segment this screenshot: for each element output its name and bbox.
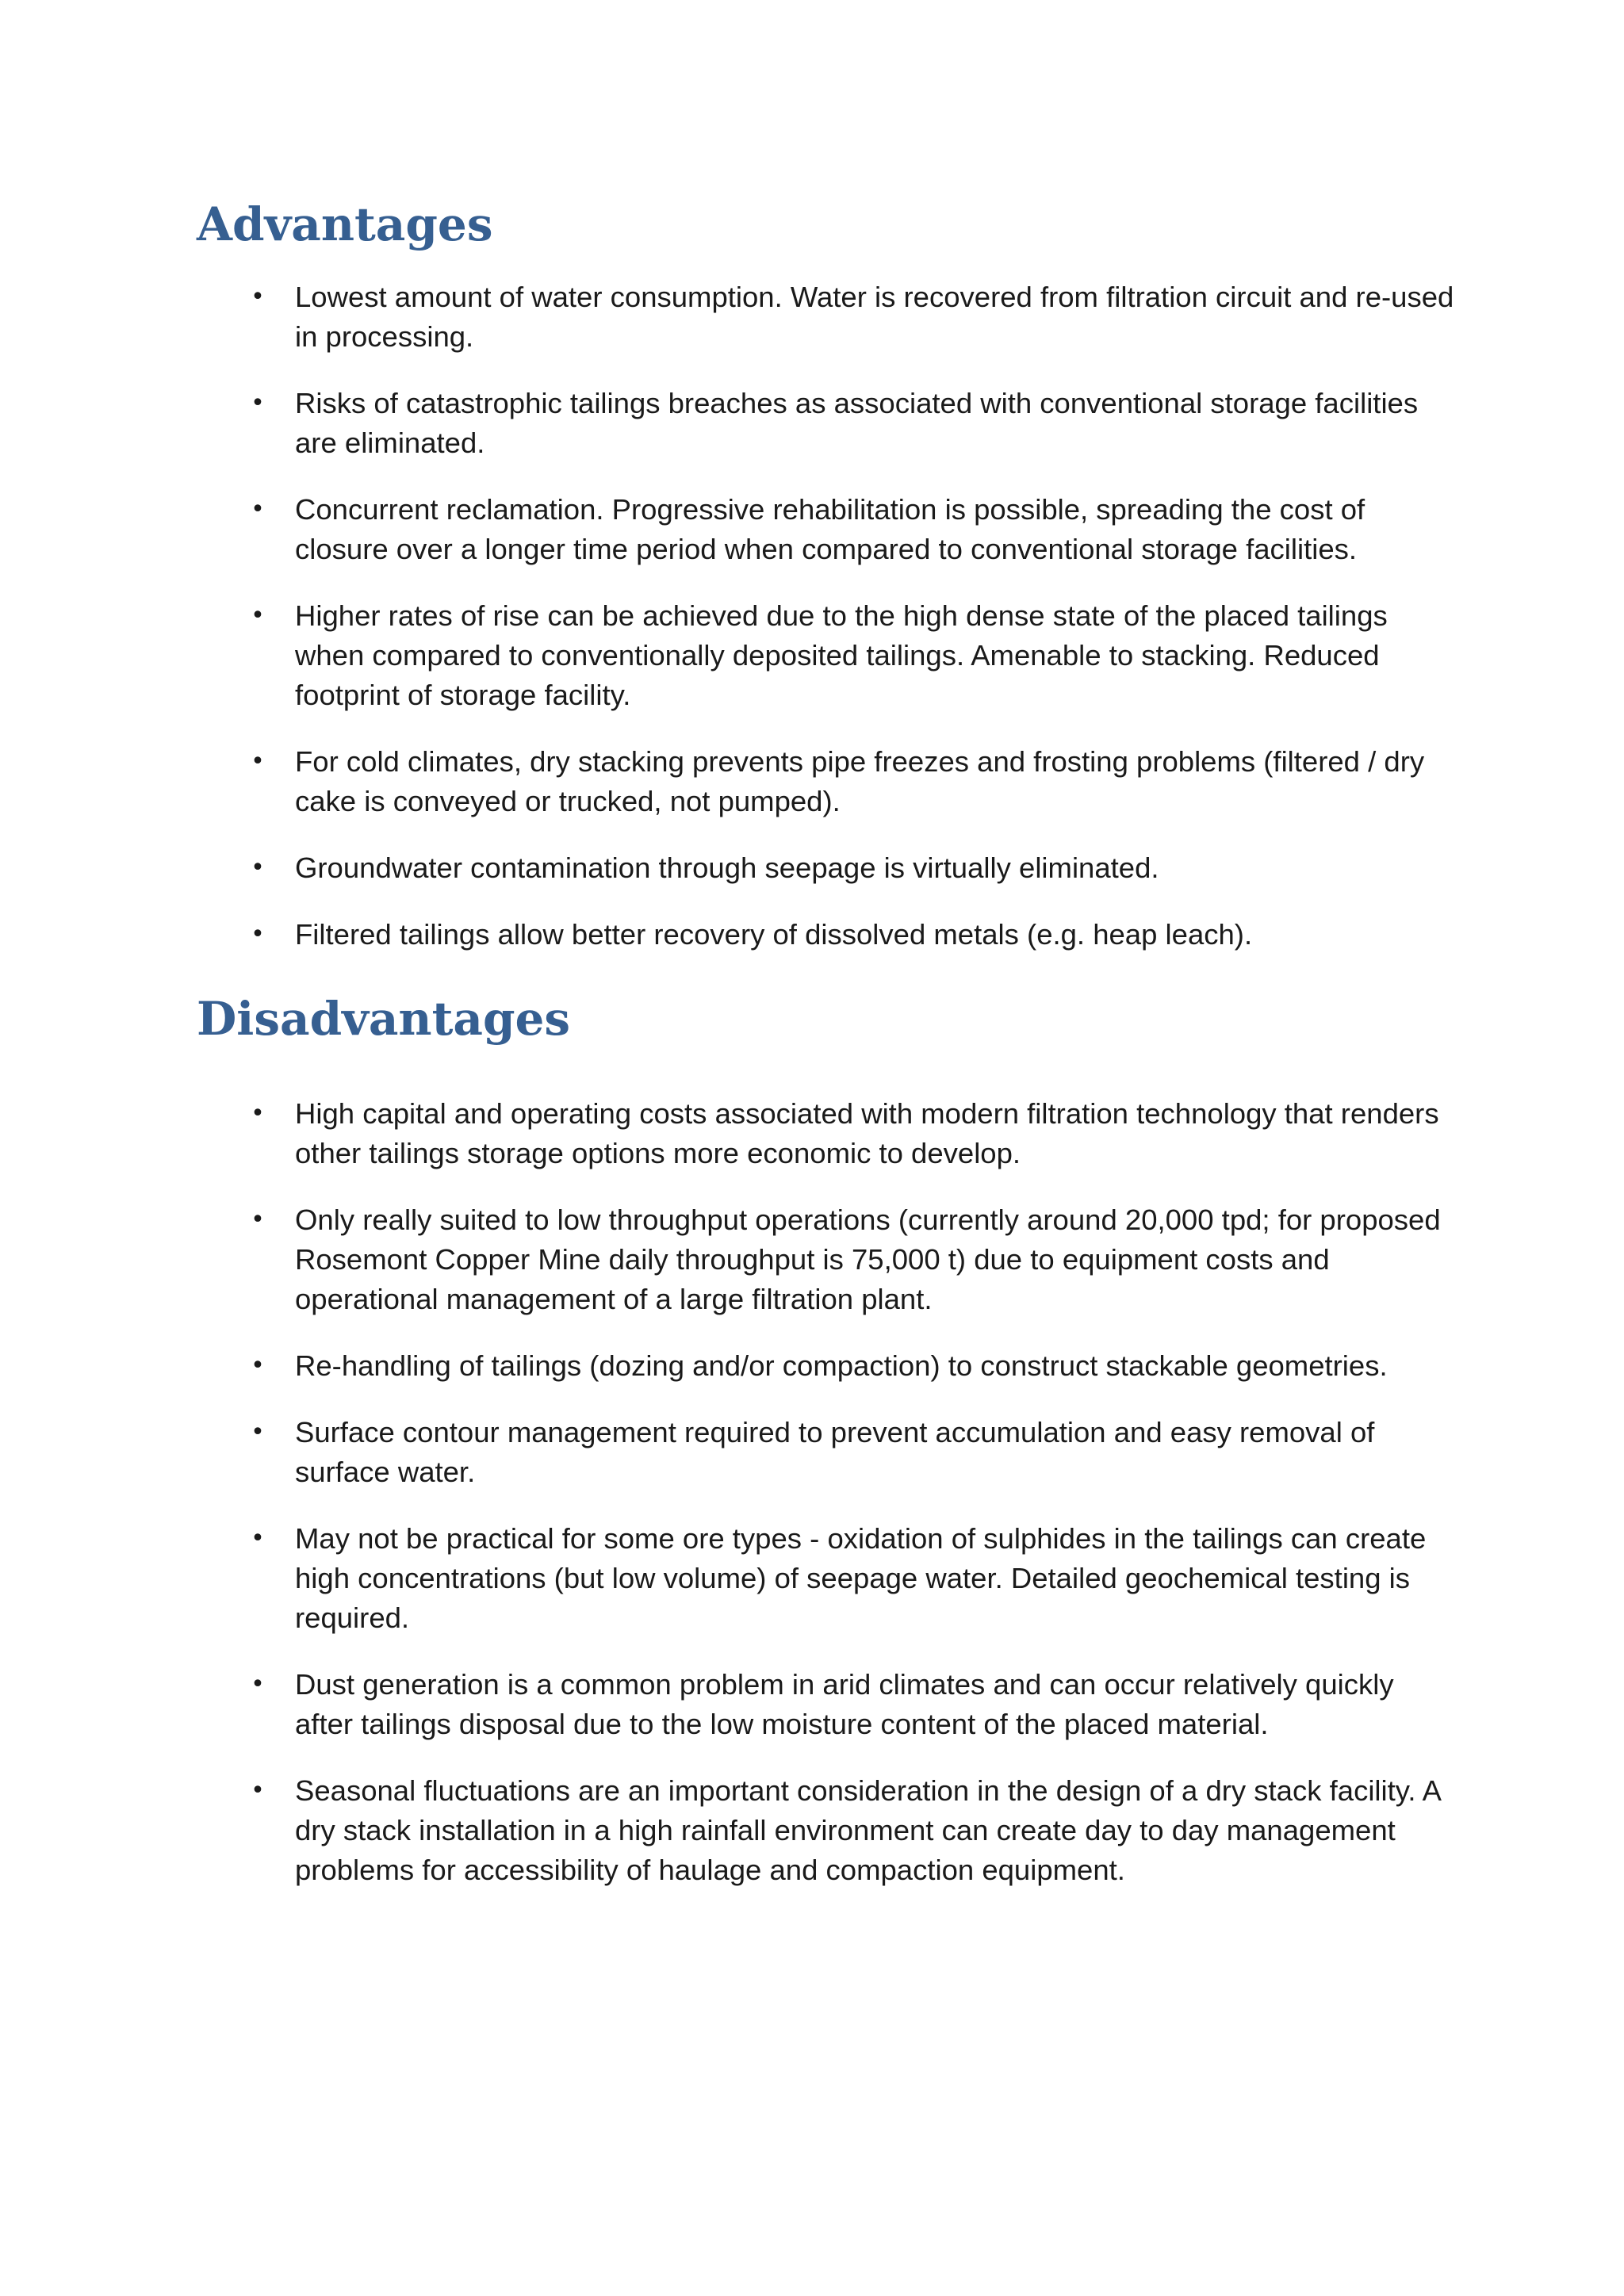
disadvantages-heading: Disadvantages [197, 992, 571, 1046]
list-item-text: Concurrent reclamation. Progressive rehabilitation is possible, spreading the cost of closure over a longer time period when compared to conventional storage facilities. [295, 493, 1365, 565]
list-item-text: Lowest amount of water consumption. Water is recovered from filtration circuit and re-used in processing. [295, 281, 1454, 353]
list-item [0, 1771, 1459, 1890]
bullet-icon: • [251, 1206, 265, 1234]
list-item-text: Seasonal fluctuations are an important consideration in the design of a dry stack facility. A dry stack installation in a high rainfall environment can create day to day management problems for accessibility of haulage and compaction equipment. [295, 1774, 1440, 1886]
bullet-icon: • [251, 1670, 265, 1698]
list-item-text: Groundwater contamination through seepage is virtually eliminated. [295, 851, 1159, 884]
list-item [0, 1094, 1459, 1173]
list-item [0, 1665, 1459, 1744]
list-item [0, 490, 1459, 569]
list-item [0, 1346, 1459, 1386]
list-item [0, 742, 1459, 821]
list-item-text: Only really suited to low throughput operations (currently around 20,000 tpd; for proposed Rosemont Copper Mine daily throughput is 75,000 t) due to equipment costs and operational management of a large filtration plant. [295, 1203, 1441, 1315]
list-item [0, 1519, 1459, 1638]
list-item [0, 915, 1459, 955]
bullet-icon: • [251, 1100, 265, 1127]
bullet-icon: • [251, 1418, 265, 1446]
list-item-text: Dust generation is a common problem in arid climates and can occur relatively quickly after tailings disposal due to the low moisture content of the placed material. [295, 1668, 1394, 1740]
bullet-icon: • [251, 854, 265, 882]
list-item [0, 596, 1459, 715]
bullet-icon: • [251, 283, 265, 311]
list-item [0, 277, 1459, 357]
bullet-icon: • [251, 1777, 265, 1804]
disadvantages-list [0, 1094, 1624, 1917]
bullet-icon: • [251, 920, 265, 948]
advantages-list [0, 277, 1624, 982]
list-item-text: Surface contour management required to prevent accumulation and easy removal of surface water. [295, 1416, 1375, 1488]
bullet-icon: • [251, 602, 265, 629]
list-item-text: Filtered tailings allow better recovery of dissolved metals (e.g. heap leach). [295, 918, 1253, 951]
list-item [0, 384, 1459, 463]
list-item-text: Re-handling of tailings (dozing and/or compaction) to construct stackable geometries. [295, 1349, 1388, 1382]
list-item-text: Risks of catastrophic tailings breaches as associated with conventional storage facilities are eliminated. [295, 387, 1419, 459]
list-item [0, 1200, 1459, 1319]
bullet-icon: • [251, 1352, 265, 1380]
list-item-text: For cold climates, dry stacking prevents pipe freezes and frosting problems (filtered / dry cake is conveyed or trucked, not pumped). [295, 745, 1425, 817]
list-item-text: High capital and operating costs associated with modern filtration technology that renders other tailings storage options more economic to develop. [295, 1097, 1439, 1169]
list-item-text: May not be practical for some ore types - oxidation of sulphides in the tailings can create high concentrations (but low volume) of seepage water. Detailed geochemical testing is required. [295, 1522, 1427, 1634]
bullet-icon: • [251, 1525, 265, 1552]
list-item [0, 848, 1459, 888]
bullet-icon: • [251, 748, 265, 775]
list-item-text: Higher rates of rise can be achieved due to the high dense state of the placed tailings when compared to conventionally deposited tailings. Amenable to stacking. Reduced footprint of storage facility. [295, 599, 1388, 711]
bullet-icon: • [251, 496, 265, 523]
list-item [0, 1413, 1459, 1492]
bullet-icon: • [251, 389, 265, 417]
advantages-heading: Advantages [197, 197, 493, 251]
